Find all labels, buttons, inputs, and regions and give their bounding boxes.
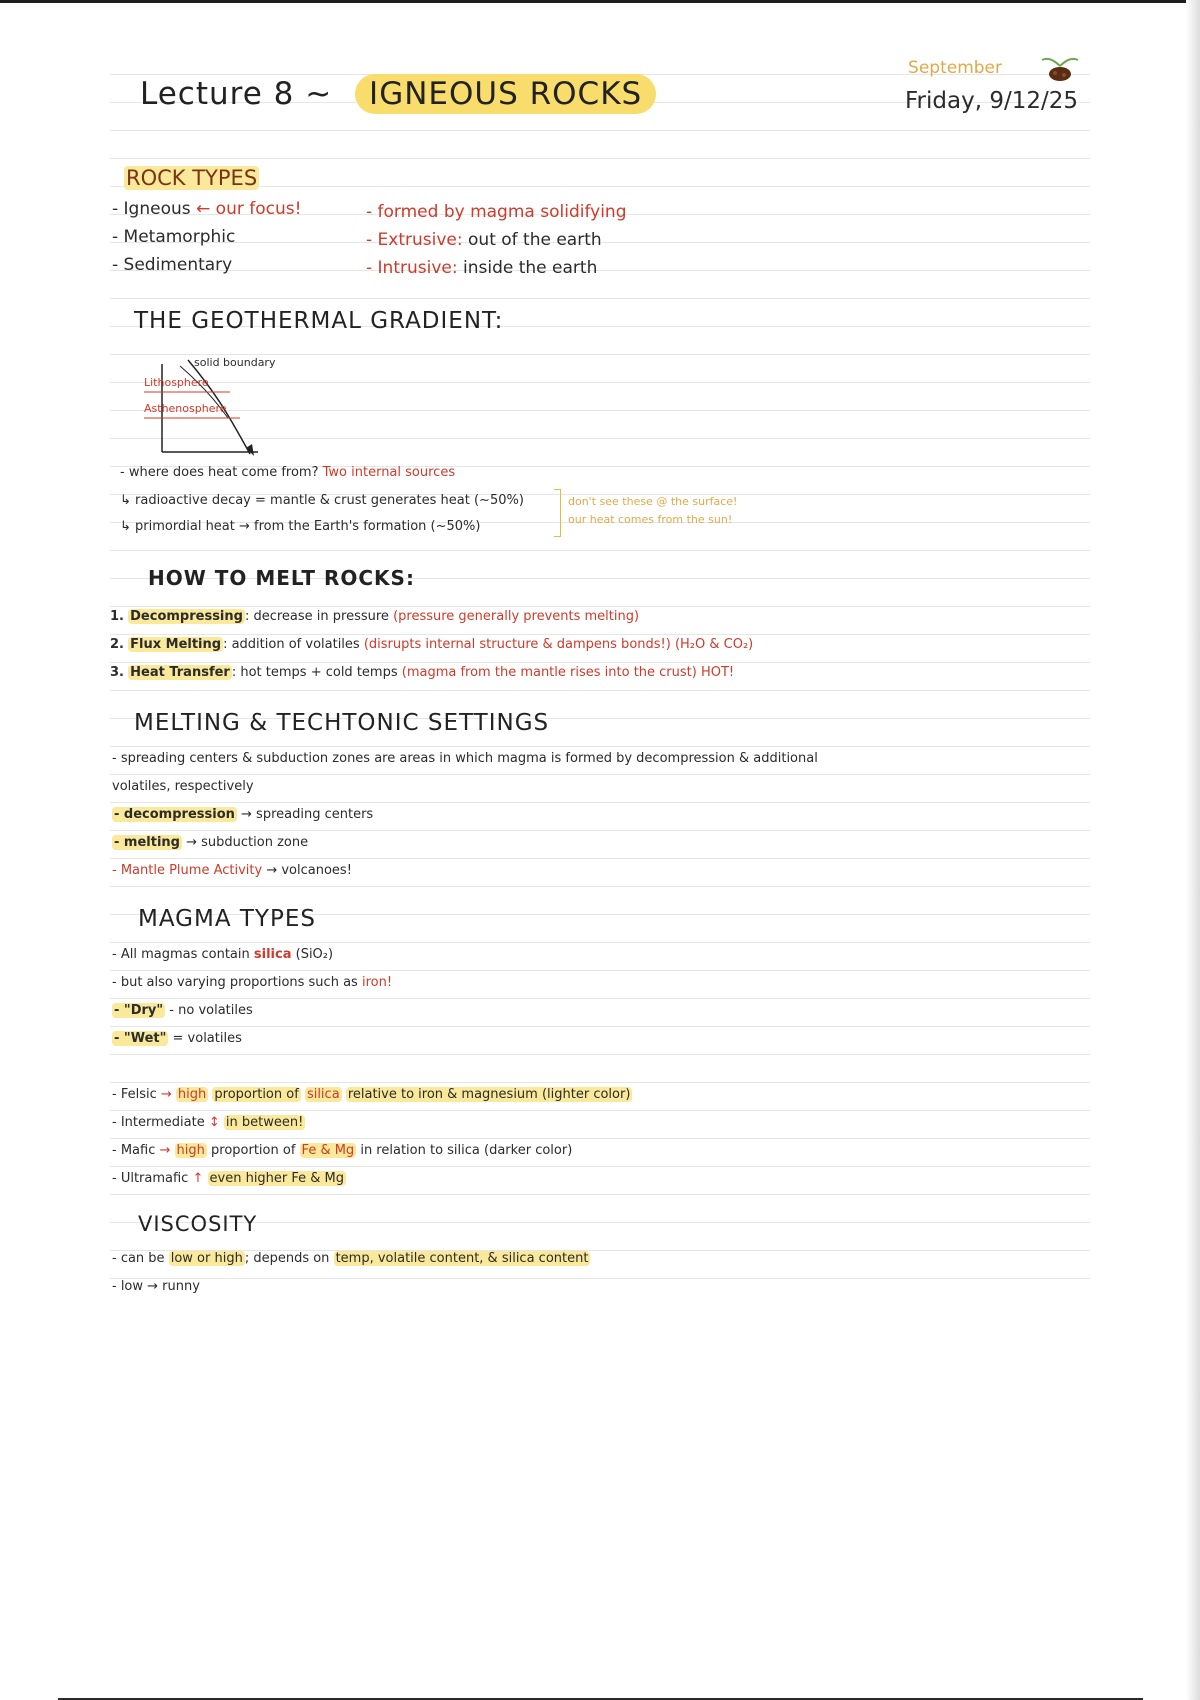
ruled-line xyxy=(110,858,1090,859)
ruled-line xyxy=(110,1278,1090,1279)
tectonic-item-melting: - melting → subduction zone xyxy=(114,835,309,850)
geothermal-diagram xyxy=(140,356,290,458)
diagram-layer2-label: Asthenosphere xyxy=(144,402,227,415)
ruled-line xyxy=(110,1110,1090,1111)
ruled-line xyxy=(110,158,1090,159)
composition-felsic: - Felsic → high proportion of silica relative to iron & magnesium (lighter color) xyxy=(112,1087,631,1102)
side-note-surface: don't see these @ the surface! xyxy=(568,495,738,508)
rock-type-sedimentary: - Sedimentary xyxy=(112,255,233,275)
rock-type-metamorphic: - Metamorphic xyxy=(112,227,236,247)
diagram-top-label: solid boundary xyxy=(194,356,276,369)
magma-wet: - "Wet" = volatiles xyxy=(114,1031,242,1046)
ruled-line xyxy=(110,298,1090,299)
ruled-line xyxy=(110,1026,1090,1027)
rock-types-heading: ROCK TYPES xyxy=(126,166,258,190)
heat-source-primordial: ↳ primordial heat → from the Earth's formation (~50%) xyxy=(120,519,481,534)
magma-heading: MAGMA TYPES xyxy=(138,906,316,932)
melt-heading: HOW TO MELT ROCKS: xyxy=(148,566,415,590)
ruled-line xyxy=(110,830,1090,831)
ruled-line xyxy=(110,354,1090,355)
tectonic-line-1: - spreading centers & subduction zones are areas in which magma is formed by decompression & additional xyxy=(112,751,818,766)
ruled-line xyxy=(110,746,1090,747)
ruled-line xyxy=(110,1194,1090,1195)
rock-type-igneous: - Igneous ← our focus! xyxy=(112,199,302,219)
viscosity-heading: VISCOSITY xyxy=(138,1212,258,1236)
viscosity-line-2: - low → runny xyxy=(112,1279,200,1294)
tectonic-heading: MELTING & TECHTONIC SETTINGS xyxy=(134,710,550,736)
magma-dry: - "Dry" - no volatiles xyxy=(114,1003,253,1018)
ruled-line xyxy=(110,802,1090,803)
top-border xyxy=(0,0,1200,3)
tectonic-line-2: volatiles, respectively xyxy=(112,779,254,794)
composition-ultramafic: - Ultramafic ↑ even higher Fe & Mg xyxy=(112,1171,345,1186)
igneous-note-intrusive: - Intrusive: inside the earth xyxy=(366,258,598,278)
ruled-line xyxy=(110,550,1090,551)
ruled-line xyxy=(110,998,1090,999)
melt-item-heat-transfer: 3. Heat Transfer : hot temps + cold temps (magma from the mantle rises into the crust) HOT! xyxy=(110,665,735,680)
heat-question: - where does heat come from? Two internal sources xyxy=(120,465,456,480)
ruled-line xyxy=(110,1166,1090,1167)
diagram-layer1-label: Lithosphere xyxy=(144,376,209,389)
viscosity-line-1: - can be low or high ; depends on temp, volatile content, & silica content xyxy=(112,1251,589,1266)
igneous-note-extrusive: - Extrusive: out of the earth xyxy=(366,230,602,250)
melt-item-flux: 2. Flux Melting : addition of volatiles (disrupts internal structure & dampens bonds!) (H₂O & CO₂) xyxy=(110,637,754,652)
geothermal-heading: THE GEOTHERMAL GRADIENT: xyxy=(134,308,504,334)
lecture-topic: IGNEOUS ROCKS xyxy=(355,74,656,114)
ruled-line xyxy=(110,942,1090,943)
page-edge-shadow xyxy=(1186,0,1200,1700)
ruled-line xyxy=(110,1138,1090,1139)
ruled-line xyxy=(110,270,1090,271)
tectonic-item-decompression: - decompression → spreading centers xyxy=(114,807,374,822)
igneous-note-formed: - formed by magma solidifying xyxy=(366,202,627,222)
tectonic-item-plume: - Mantle Plume Activity → volcanoes! xyxy=(112,863,352,878)
side-note-sun: our heat comes from the sun! xyxy=(568,513,733,526)
magma-line-iron: - but also varying proportions such as iron! xyxy=(112,975,393,990)
lecture-date: Friday, 9/12/25 xyxy=(905,88,1078,114)
sprout-doodle-icon xyxy=(1036,52,1084,84)
composition-mafic: - Mafic → high proportion of Fe & Mg in relation to silica (darker color) xyxy=(112,1143,573,1158)
page-title xyxy=(140,76,656,112)
ruled-line xyxy=(110,130,1090,131)
month-label: September xyxy=(908,58,1002,78)
heat-sources-brace xyxy=(554,489,561,537)
ruled-line xyxy=(110,970,1090,971)
ruled-line xyxy=(110,690,1090,691)
ruled-line xyxy=(110,1054,1090,1055)
ruled-line xyxy=(110,1082,1090,1083)
ruled-line xyxy=(110,774,1090,775)
melt-item-decompressing: 1. Decompressing : decrease in pressure (pressure generally prevents melting) xyxy=(110,609,640,624)
notebook-page xyxy=(110,40,1090,1340)
lecture-number: Lecture 8 ~ xyxy=(140,76,333,112)
heat-source-radioactive: ↳ radioactive decay = mantle & crust generates heat (~50%) xyxy=(120,493,524,508)
ruled-line xyxy=(110,886,1090,887)
magma-line-silica: - All magmas contain silica (SiO₂) xyxy=(112,947,334,962)
composition-intermediate: - Intermediate ↕ in between! xyxy=(112,1115,304,1130)
